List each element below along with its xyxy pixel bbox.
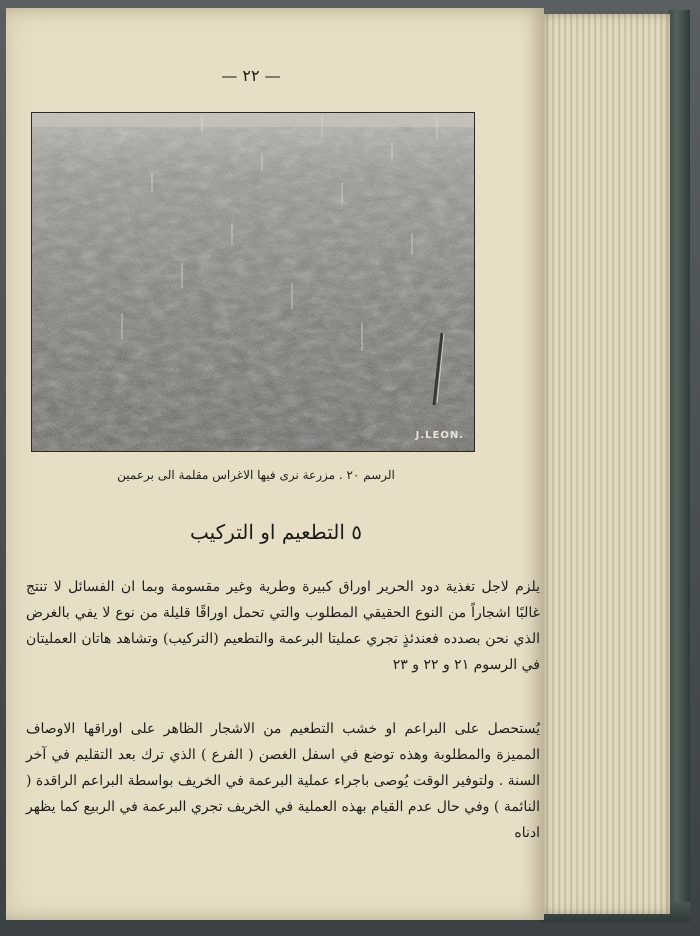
- book-page: [6, 8, 544, 920]
- paragraph-2: يُستحصل على البراعم او خشب التطعيم من الاشجار الظاهر على اوراقها الاوصاف المميزة والمطلوبة وهذه توضع في اسفل الغصن ( الفرع ) الذي ترك بعد التقليم في آخر السنة . ولتوفير الوقت يُوصى باجراء عملية البرعمة في الخريف بواسطة البراعم الراقدة ( النائمة ) وفي حال عدم القيام بهذه العملية في الخريف تجري البرعمة في الربيع كما يظهر ادناه: [26, 721, 540, 841]
- page-number: — ٢٢ —: [221, 66, 281, 85]
- figure-caption: الرسم ٢٠ . مزرعة نرى فيها الاغراس مقلمة الى برعمين: [117, 468, 395, 482]
- section-heading: ٥ التطعيم او التركيب: [189, 520, 363, 544]
- book-cover-edge: [668, 10, 690, 916]
- paragraph-1: يلزم لاجل تغذية دود الحرير اوراق كبيرة وطرية وغير مقسومة وبما ان الفسائل لا تنتج غالبًا اشجاراً من النوع الحقيقي المطلوب والتي تحمل اوراقًا قليلة من نوع لا يفي بالغرض الذي نحن بصدده فعندئذٍ تجري عمليتا البرعمة والتطعيم (التركيب) وتشاهد هاتان العمليتان في الرسوم ٢١ و ٢٢ و ٢٣: [26, 579, 540, 673]
- field-photograph: [31, 112, 475, 452]
- page-edges: [544, 14, 670, 914]
- field-photo-image: [32, 113, 474, 451]
- photo-credit: J.LEON.: [415, 430, 464, 441]
